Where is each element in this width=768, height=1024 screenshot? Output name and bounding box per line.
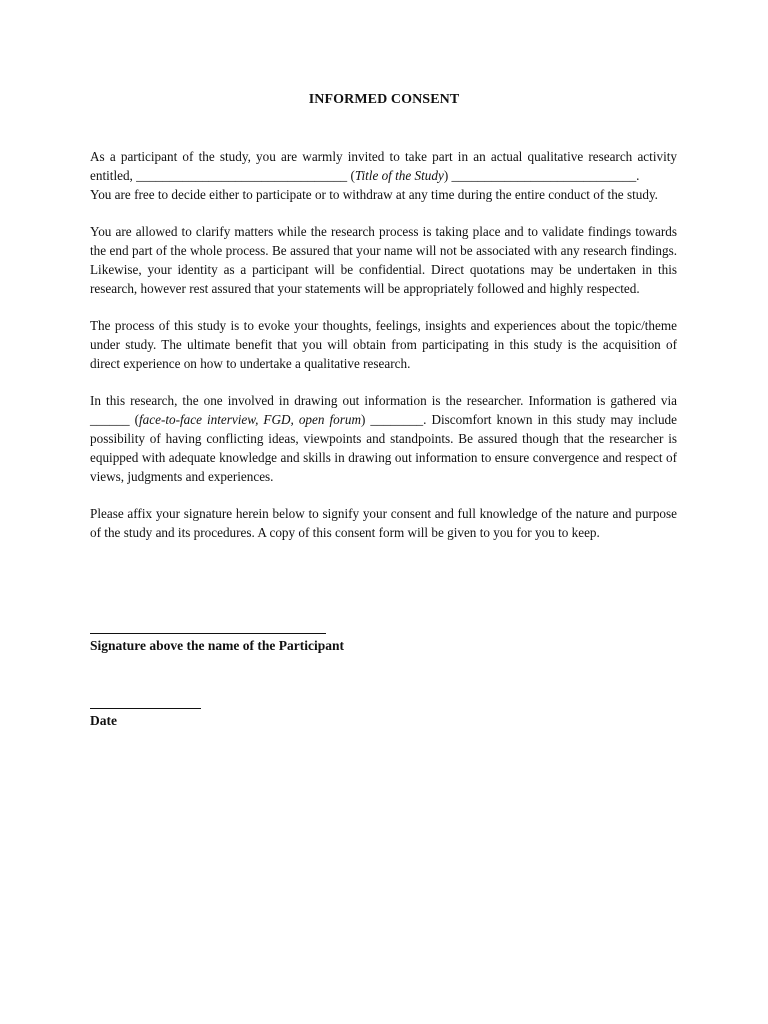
paragraph-invitation (90, 148, 677, 204)
paragraph-method (90, 392, 677, 486)
method-hint: face-to-face interview, FGD, open forum (138, 412, 361, 428)
signature-line[interactable] (90, 615, 326, 634)
paragraph-confidentiality: You are allowed to clarify matters while the research process is taking place and to validate findings towards the end part of the whole process. Be assured that your name will not be associated with any research findings. Likewise, your identity as a participant will be confidential. Direct quotations may be undertaken in this research, however rest assured that your statements will be appropriately followed and highly respected. (90, 224, 677, 296)
paragraph-invitation-start: As a participant of the study, you are warmly invited to take part in an actual qualitative research activity entitled, ________________________________ ( (90, 149, 677, 183)
paragraph-method-start: In this research, the one involved in drawing out information is the researcher. Information is gathered via ______ ( (90, 393, 677, 428)
date-label: Date (90, 713, 117, 728)
document-body (90, 148, 677, 543)
document-title: INFORMED CONSENT (308, 92, 460, 107)
paragraph-method-end: ) ________. Discomfort known in this study may include possibility of having conflicting ideas, viewpoints and standpoints. Be assured though that the researcher is equipped with adequate knowledge and skills in drawing out information to ensure convergence and respect of views, judgments and experiences. (90, 412, 677, 484)
paragraph-signature-request: Please affix your signature herein below to signify your consent and full knowledge of the nature and purpose of the study and its procedures. A copy of this consent form will be given to you for you to keep. (90, 506, 677, 540)
signature-label: Signature above the name of the Participant (90, 638, 344, 653)
signature-block (90, 615, 344, 654)
study-title-hint: Title of the Study (354, 167, 444, 183)
date-block (90, 690, 201, 729)
paragraph-freedom: You are free to decide either to participate or to withdraw at any time during the entire conduct of the study. (90, 186, 658, 202)
paragraph-process: The process of this study is to evoke your thoughts, feelings, insights and experiences about the topic/theme under study. The ultimate benefit that you will obtain from participating in this study is the acquisition of direct experience on how to undertake a qualitative research. (90, 318, 677, 371)
date-line[interactable] (90, 690, 201, 709)
paragraph-invitation-end: ) ____________________________. (443, 167, 640, 183)
